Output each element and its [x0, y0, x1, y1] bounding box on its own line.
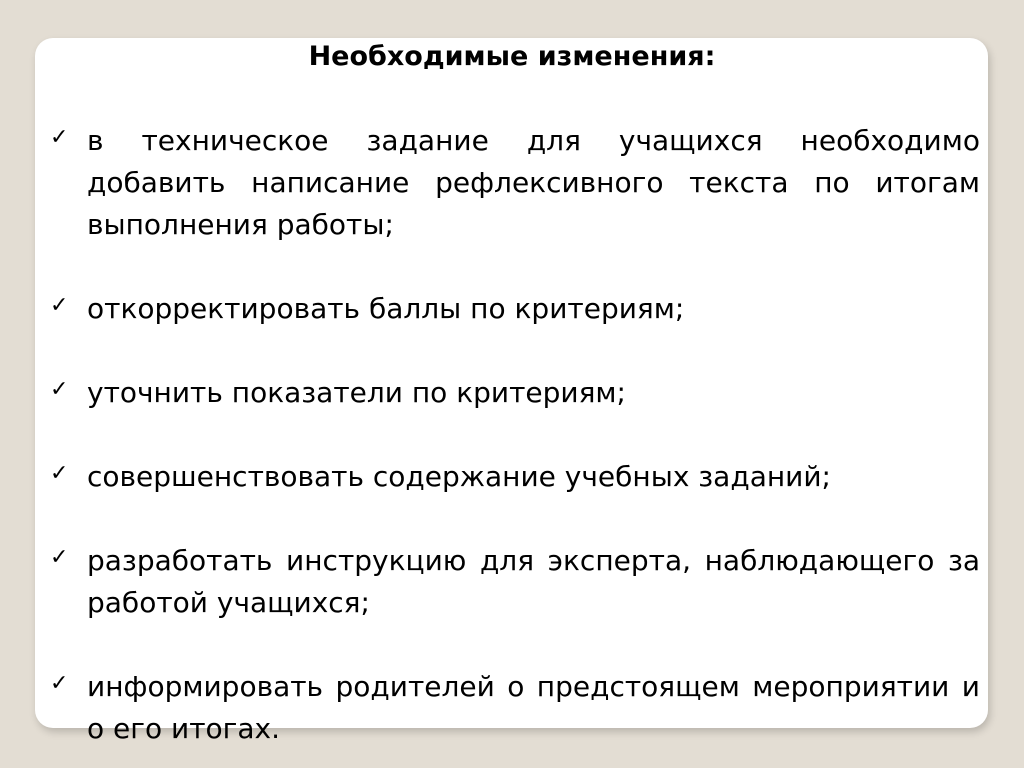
list-item-text: разработать инструкцию для эксперта, наблюдающего за работой учащихся; — [87, 544, 980, 619]
list-item — [50, 372, 980, 414]
list-item — [50, 540, 980, 624]
list-item — [50, 666, 980, 750]
changes-list — [50, 120, 980, 750]
list-item-text: в техническое задание для учащихся необходимо добавить написание рефлексивного текста по итогам выполнения работы; — [87, 124, 980, 241]
checkmark-icon: ✓ — [50, 125, 69, 150]
checkmark-icon: ✓ — [50, 377, 69, 402]
checkmark-icon: ✓ — [50, 461, 69, 486]
checkmark-icon: ✓ — [50, 671, 69, 696]
slide-title: Необходимые изменения: — [308, 41, 716, 72]
list-item — [50, 456, 980, 498]
list-item — [50, 288, 980, 330]
list-item-text: откорректировать баллы по критериям; — [87, 292, 685, 325]
list-item-text: уточнить показатели по критериям; — [87, 376, 626, 409]
list-item — [50, 120, 980, 246]
checkmark-icon: ✓ — [50, 545, 69, 570]
list-item-text: совершенствовать содержание учебных заданий; — [87, 460, 831, 493]
checkmark-icon: ✓ — [50, 293, 69, 318]
list-item-text: информировать родителей о предстоящем мероприятии и о его итогах. — [87, 670, 980, 745]
